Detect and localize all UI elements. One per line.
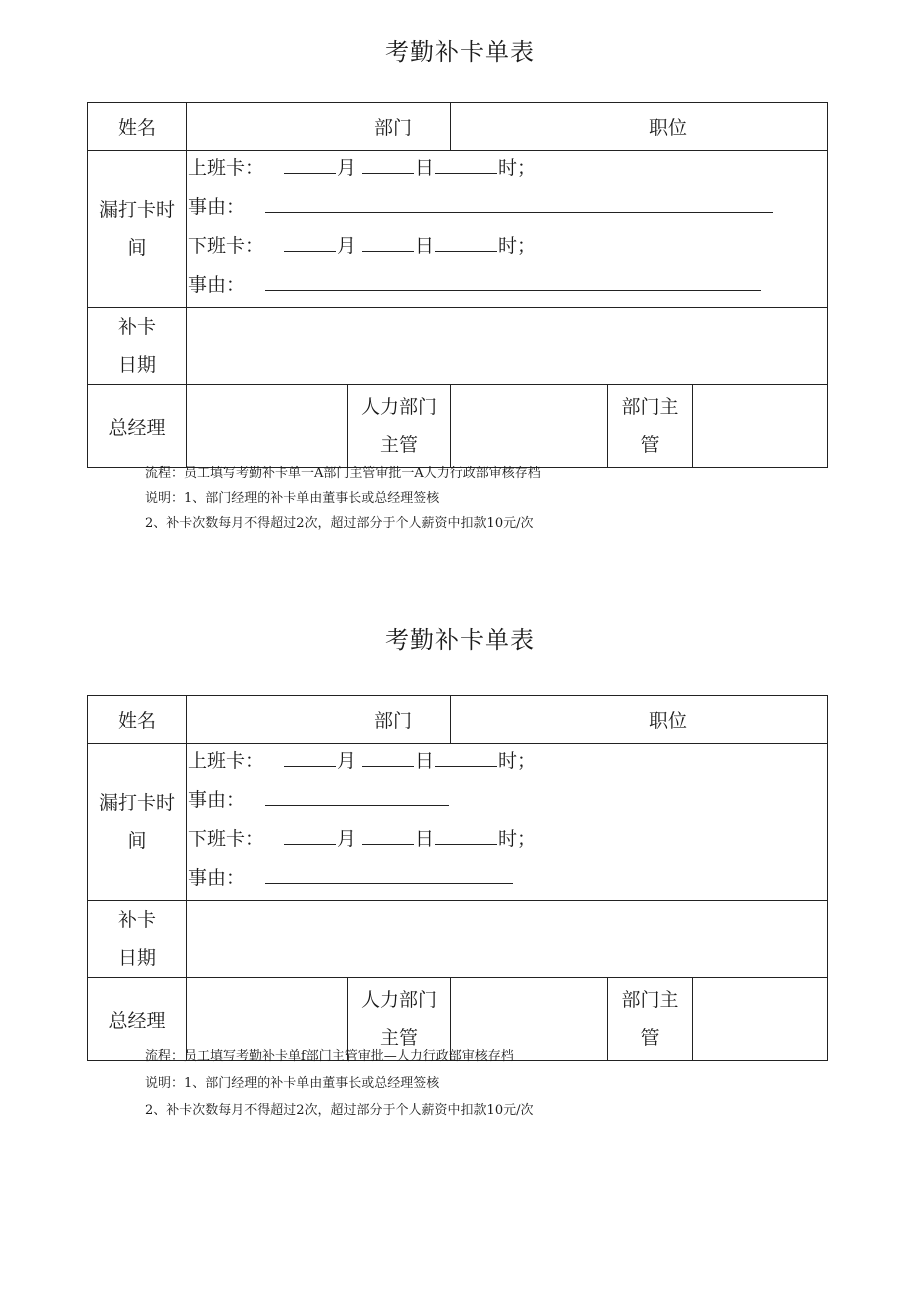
clock-in-reason-field[interactable] (265, 190, 773, 213)
position-label: 职位 (649, 710, 688, 732)
dept-head-signature-field[interactable] (693, 385, 828, 468)
missed-time-cell (187, 744, 828, 901)
clock-in-reason-line: 事由： (187, 190, 827, 229)
form-table (87, 695, 828, 1061)
clock-out-reason-field[interactable] (265, 861, 513, 884)
gm-label: 总经理 (88, 978, 187, 1061)
clock-out-day-field[interactable] (362, 229, 414, 252)
missed-time-label: 漏打卡时 间 (88, 151, 187, 308)
clock-in-line: 上班卡： 月 日 时； (187, 744, 827, 783)
makeup-date-label: 补卡 日期 (88, 308, 187, 385)
clock-out-month-field[interactable] (284, 822, 336, 845)
form-title: 考勤补卡单表 (385, 626, 535, 654)
hr-supervisor-label: 人力部门 主管 (348, 978, 451, 1061)
flow-note: 流程：员工填写考勤补卡单f部门主管审批—人力行政部审核存档 (145, 1049, 514, 1064)
note-1: 说明：1、部门经理的补卡单由董事长或总经理签核 (145, 1076, 440, 1091)
dept-cell[interactable] (187, 103, 451, 151)
clock-out-line: 下班卡： 月 日 时； (187, 822, 827, 861)
position-cell[interactable] (451, 103, 828, 151)
note-2: 2、补卡次数每月不得超过2次，超过部分于个人薪资中扣款10元/次 (145, 516, 534, 531)
note-2: 2、补卡次数每月不得超过2次，超过部分于个人薪资中扣款10元/次 (145, 1103, 534, 1118)
clock-in-reason-line: 事由： (187, 783, 827, 822)
clock-in-month-field[interactable] (284, 151, 336, 174)
clock-out-reason-line: 事由： (187, 861, 827, 900)
clock-in-day-field[interactable] (362, 744, 414, 767)
position-label: 职位 (649, 117, 688, 139)
clock-in-hour-field[interactable] (435, 151, 497, 174)
dept-label: 部门 (374, 710, 413, 732)
name-label: 姓名 (88, 696, 187, 744)
dept-cell[interactable] (187, 696, 451, 744)
clock-in-hour-field[interactable] (435, 744, 497, 767)
dept-label: 部门 (374, 117, 413, 139)
clock-in-day-field[interactable] (362, 151, 414, 174)
name-label: 姓名 (88, 103, 187, 151)
position-cell[interactable] (451, 696, 828, 744)
gm-signature-field[interactable] (187, 385, 348, 468)
missed-time-label: 漏打卡时 间 (88, 744, 187, 901)
missed-time-cell (187, 151, 828, 308)
clock-in-reason-field[interactable] (265, 783, 449, 806)
flow-note: 流程：员工填写考勤补卡单一A部门主管审批一A人力行政部审核存档 (145, 466, 541, 481)
hr-signature-field[interactable] (451, 385, 608, 468)
clock-out-month-field[interactable] (284, 229, 336, 252)
clock-in-line: 上班卡： 月 日 时； (187, 151, 827, 190)
clock-out-hour-field[interactable] (435, 822, 497, 845)
makeup-date-label: 补卡 日期 (88, 901, 187, 978)
hr-supervisor-label: 人力部门 主管 (348, 385, 451, 468)
makeup-date-field[interactable] (187, 308, 828, 385)
form-title: 考勤补卡单表 (385, 38, 535, 66)
form-table (87, 102, 828, 468)
clock-in-month-field[interactable] (284, 744, 336, 767)
gm-label: 总经理 (88, 385, 187, 468)
clock-out-reason-line: 事由： (187, 268, 827, 307)
clock-out-line: 下班卡： 月 日 时； (187, 229, 827, 268)
clock-out-reason-field[interactable] (265, 268, 761, 291)
dept-head-label: 部门主 管 (608, 978, 693, 1061)
clock-out-hour-field[interactable] (435, 229, 497, 252)
dept-head-label: 部门主 管 (608, 385, 693, 468)
dept-head-signature-field[interactable] (693, 978, 828, 1061)
makeup-date-field[interactable] (187, 901, 828, 978)
clock-out-day-field[interactable] (362, 822, 414, 845)
note-1: 说明：1、部门经理的补卡单由董事长或总经理签核 (145, 491, 440, 506)
